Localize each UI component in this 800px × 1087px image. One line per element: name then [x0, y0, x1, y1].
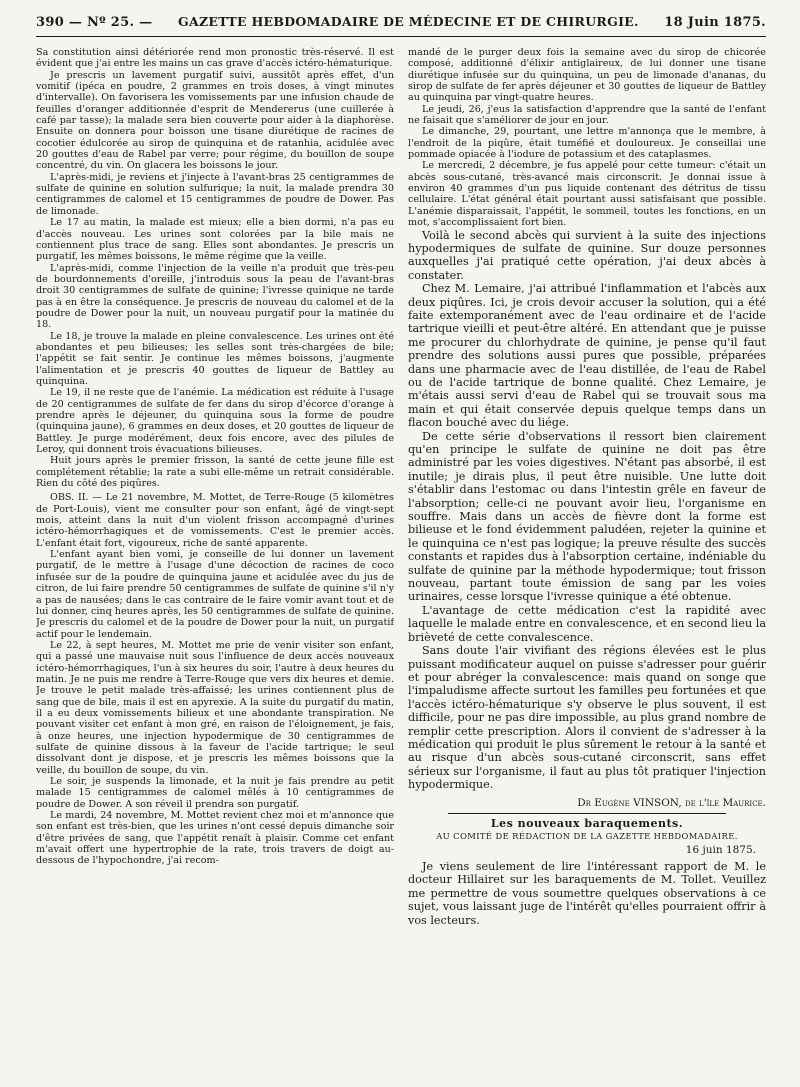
- text-columns: [36, 47, 766, 1077]
- paragraph: Le 19, il ne reste que de l'anémie. La médication est réduite à l'usage de 20 centigrammes de sulfate de fer dans du sirop d'écorce d'orange à prendre après le déjeuner, du quinquina sous la forme de poudre (quinquina jaune), 6 grammes en deux doses, et 20 gouttes de liqueur de Battley. Je purge modérément, deux fois encore, avec des pilules de Leroy, qui donnent trois évacuations bilieuses.: [36, 387, 394, 456]
- paragraph: Le 17 au matin, la malade est mieux; elle a bien dormi, n'a pas eu d'accès nouveau. Les urines sont colorées par la bile mais ne contiennent plus trace de sang. Elles sont abondantes. Je prescris un purgatif, les mêmes boissons, le même régime que la veille.: [36, 217, 394, 263]
- section-addressee: AU COMITÉ DE RÉDACTION DE LA GAZETTE HEBDOMADAIRE.: [436, 831, 738, 842]
- paragraph: Je viens seulement de lire l'intéressant rapport de M. le docteur Hillairet sur les baraquements de M. Tollet. Veuillez me permettre de vous soumettre quelques observations à ce sujet, vous laissant juge de l'intérêt qu'elles pourraient offrir à vos lecteurs.: [408, 859, 766, 927]
- paragraph: Le 22, à sept heures, M. Mottet me prie de venir visiter son enfant, qui a passé une mauvaise nuit sous l'influence de deux accès nouveaux ictéro-hémorrhagiques, l'un à six heures du soir, l'autre à deux heures du matin. Je ne puis me rendre à Terre-Rouge que vers dix heures et demie. Je trouve le petit malade très-affaissé; les urines contiennent plus de sang que de bile, mais il est en apyrexie. A la suite du purgatif du matin, il a eu deux vomissements bilieux et une abondante transpiration. Ne pouvant visiter cet enfant à mon gré, en raison de l'éloignement, je fais, à onze heures, une injection hypodermique de 30 centigrammes de sulfate de quinine dissous à la faveur de l'acide tartrique; le seul dissolvant dont je dispose, et je prescris les mêmes boissons que la veille, du bouillon de soupe, du vin.: [36, 639, 394, 776]
- issue-date: 18 Juin 1875.: [664, 15, 766, 30]
- paragraph: mandé de le purger deux fois la semaine avec du sirop de chicorée composé, additionné d'élixir antiglaireux, de lui donner une tisane diurétique infusée sur du quinquina, un peu de limonade d'ananas, du sirop de sulfate de fer après déjeuner et 30 gouttes de liqueur de Battley au quinquina par vingt-quatre heures.: [408, 47, 766, 104]
- paragraph: Voilà le second abcès qui survient à la suite des injections hypodermiques de sulfate de quinine. Sur douze personnes auxquelles j'ai pratiqué cette opération, j'ai deux abcès à constater.: [408, 228, 766, 282]
- paragraph: Sans doute l'air vivifiant des régions élevées est le plus puissant modificateur auquel on puisse s'adresser pour guérir et pour abréger la convalescence: mais quand on songe que l'impaludisme affecte surtout les familles peu fortunées et que l'accès ictéro-hématurique s'y observe le plus souvent, il est difficile, pour ne pas dire impossible, au plus grand nombre de remplir cette prescription. Alors il convient de s'adresser à la médication qui produit le plus sûrement le retour à la santé et au risque d'un abcès sous-cutané circonscrit, sans effet sérieux sur l'organisme, il faut au plus tôt pratiquer l'injection hypodermique.: [408, 644, 766, 792]
- paragraph: Le mardi, 24 novembre, M. Mottet revient chez moi et m'annonce que son enfant est très-bien, que les urines n'ont cessé depuis dimanche soir d'être privées de sang, que l'appétit renaît à plaisir. Comme cet enfant m'avait offert une hypertrophie de la rate, trois travers de doigt au-dessous de l'hypochondre, j'ai recom-: [36, 810, 394, 867]
- page-header: [36, 14, 766, 37]
- paragraph: Le soir, je suspends la limonade, et la nuit je fais prendre au petit malade 15 centigrammes de calomel mêlés à 10 centigrammes de poudre de Dower. A son réveil il prendra son purgatif.: [36, 776, 394, 810]
- author-signature: Dr Eugène VINSON, de l'île Maurice.: [577, 796, 766, 809]
- paragraph: L'après-midi, je reviens et j'injecte à l'avant-bras 25 centigrammes de sulfate de quinine en solution sulfurique; la nuit, la malade prendra 30 centigrammes de calomel et 15 centigrammes de poudre de Dower. Pas de limonade.: [36, 171, 394, 217]
- section-divider: [448, 813, 726, 814]
- journal-title: GAZETTE HEBDOMADAIRE DE MÉDECINE ET DE CHIRURGIE.: [177, 14, 639, 29]
- observation-heading-paragraph: OBS. II. — Le 21 novembre, M. Mottet, de Terre-Rouge (5 kilomètres de Port-Louis), vient me consulter pour son enfant, âgé de vingt-sept mois, atteint dans la nuit d'un violent frisson accompagné d'urines ictéro-hémorrhagiques et de vomissements. C'est le premier accès. L'enfant était fort, vigoureux, riche de santé apparente.: [36, 492, 394, 549]
- paragraph: Huit jours après le premier frisson, la santé de cette jeune fille est complétement rétablie; la rate a subi elle-même un retrait considérable. Rien du côté des piqûres.: [36, 455, 394, 490]
- paragraph: Chez M. Lemaire, j'ai attribué l'inflammation et l'abcès aux deux piqûres. Ici, je crois devoir accuser la solution, qui a été faite extemporanément avec de l'eau ordinaire et de l'acide tartrique vieilli et peut-être altéré. En attendant que je puisse me procurer du chlorhydrate de quinine, je pense qu'il faut prendre des solutions aussi pures que possible, préparées dans une pharmacie avec de l'eau distillée, de l'eau de Rabel ou de l'acide tartrique de bonne qualité. Chez Lemaire, je m'étais aussi servi d'eau de Rabel qui se trouvait sous ma main et qui était conservée depuis quelque temps dans un flacon bouché avec du liége.: [408, 282, 766, 430]
- paragraph: Le 18, je trouve la malade en pleine convalescence. Les urines ont été abondantes et peu bilieuses; les selles sont très-chargées de bile; l'appétit se fait sentir. Je continue les mêmes boissons, j'augmente l'alimentation et je prescris 40 gouttes de liqueur de Battley au quinquina.: [36, 330, 394, 387]
- paragraph: Le jeudi, 26, j'eus la satisfaction d'apprendre que la santé de l'enfant ne faisait que s'améliorer de jour en jour.: [408, 103, 766, 127]
- paragraph: Je prescris un lavement purgatif suivi, aussitôt après effet, d'un vomitif (ipéca en poudre, 2 grammes en trois doses, à vingt minutes d'intervalle). On favorisera les vomissements par une infusion chaude de feuilles d'oranger additionnée d'esprit de Mendererus (une cuillerée à café par tasse); la malade sera bien couverte pour aider à la diaphorèse. Ensuite on donnera pour boisson une tisane diurétique de racines de cocotier édulcorée au sirop de quinquina et de ratanhia, acidulée avec 20 gouttes d'eau de Rabel par verre; pour régime, du bouillon de soupe concentré, du vin. On glacera les boissons le jour.: [36, 69, 394, 172]
- paragraph: L'avantage de cette médication c'est la rapidité avec laquelle le malade entre en convalescence, et en second lieu la brièveté de cette convalescence.: [408, 603, 766, 644]
- paragraph: L'enfant ayant bien vomi, je conseille de lui donner un lavement purgatif, de le mettre à l'usage d'une décoction de racines de coco infusée sur de la poudre de quinquina jaune et acidulée avec du jus de citron, de lui faire prendre 50 centigrammes de sulfate de quinine s'il n'y a pas de nausées; dans le cas contraire de le faire vomir avant tout et de lui donner, cinq heures après, les 50 centigrammes de sulfate de quinine. Je prescris du calomel et de la poudre de Dower pour la nuit, un purgatif actif pour le lendemain.: [36, 549, 394, 640]
- right-column: [408, 47, 766, 1077]
- page-number: 390 — Nº 25. —: [36, 15, 153, 30]
- paragraph: Sa constitution ainsi détériorée rend mon pronostic très-réservé. Il est évident que j'ai entre les mains un cas grave d'accès ictéro-hématurique.: [36, 47, 394, 70]
- paragraph: Le dimanche, 29, pourtant, une lettre m'annonça que le membre, à l'endroit de la piqûre, était tuméfié et douloureux. Je conseillai une pommade opiacée à l'iodure de potassium et des cataplasmes.: [408, 126, 766, 161]
- left-column: [36, 47, 394, 1077]
- paragraph: L'après-midi, comme l'injection de la veille n'a produit que très-peu de bourdonnements d'oreille, j'introduis sous la peau de l'avant-bras droit 30 centigrammes de sulfate de quinine; l'ivresse quinique ne tarde pas à en être la conséquence. Je prescris de nouveau du calomel et de la poudre de Dower pour la nuit, un nouveau purgatif pour la matinée du 18.: [36, 262, 394, 331]
- paragraph: De cette série d'observations il ressort bien clairement qu'en principe le sulfate de quinine ne doit pas être administré par les voies digestives. N'étant pas absorbé, il est inutile; je dirais plus, il peut être nuisible. Une lutte doit s'établir dans l'estomac ou dans l'intestin grêle en faveur de l'absorption; celle-ci ne pouvant avoir lieu, l'organisme en souffre. Mais dans un accès de fièvre dont la forme est bilieuse et le fond évidemment paludéen, rejeter la quinine et le quinquina ce n'est pas logique; la preuve résulte des succès constants et rapides dus à l'absorption certaine, indéniable du sulfate de quinine par la méthode hypodermique; tout frisson nouveau, partant toute émission de sang par les voies urinaires, cesse lorsque l'ivresse quinique a été obtenue.: [408, 429, 766, 604]
- section-dateline: 16 juin 1875.: [685, 843, 756, 856]
- paragraph: Le mercredi, 2 décembre, je fus appelé pour cette tumeur: c'était un abcès sous-cutané, très-avancé mais circonscrit. Je donnai issue à environ 40 grammes d'un pus liquide contenant des détritus de tissu cellulaire. L'état général était pourtant aussi satisfaisant que possible. L'anémie disparaissait, l'appétit, le sommeil, toutes les fonctions, en un mot, s'accomplissaient fort bien.: [408, 160, 766, 229]
- section-title: Les nouveaux baraquements.: [490, 816, 684, 830]
